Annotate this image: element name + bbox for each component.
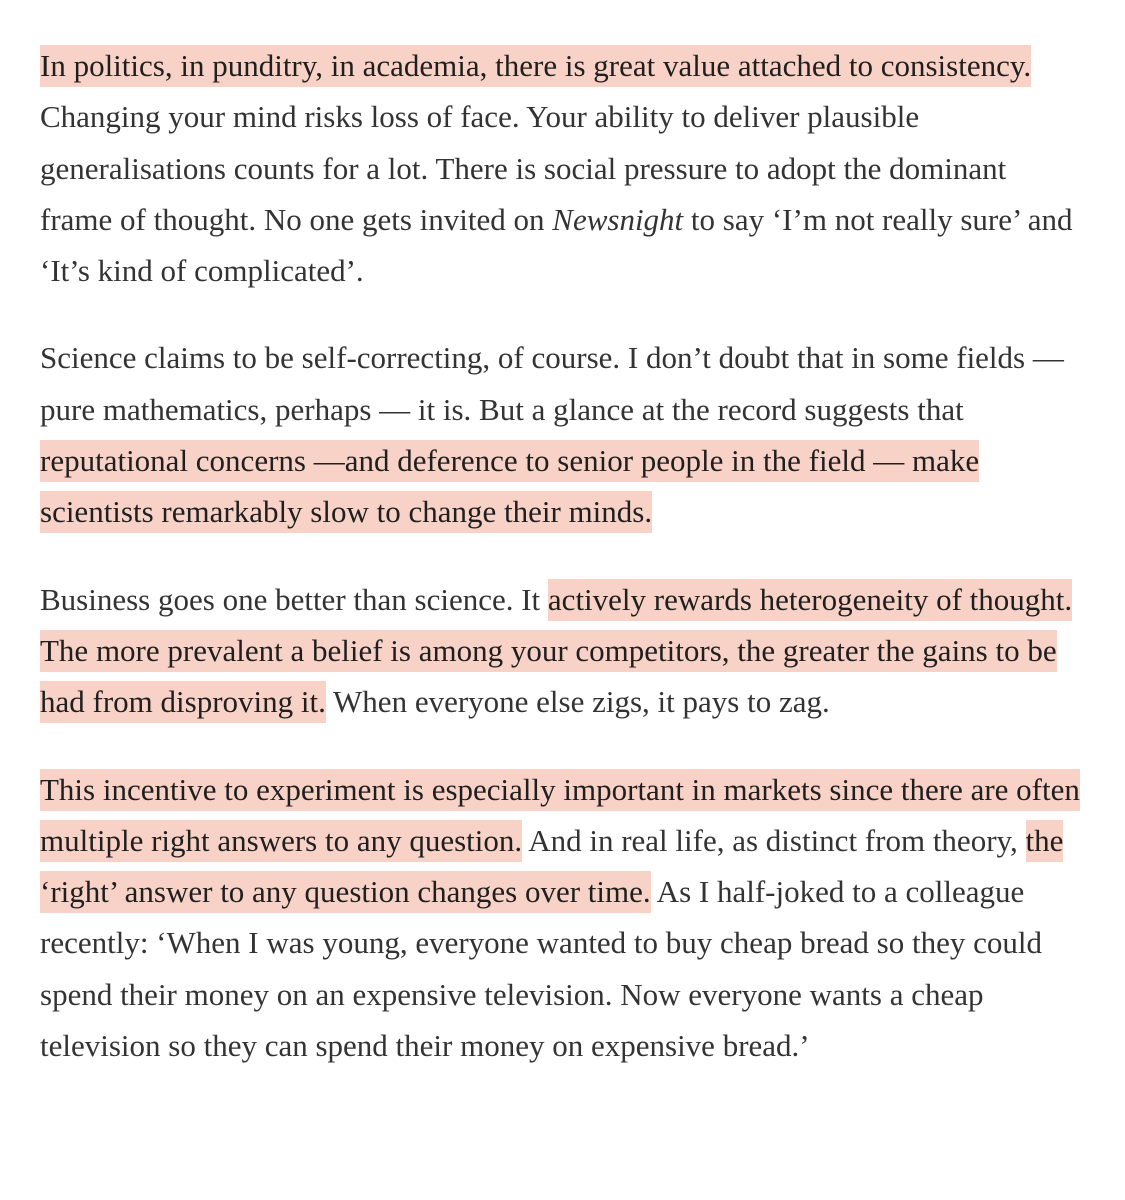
article-excerpt xyxy=(40,40,1085,1107)
body-text: Business goes one better than science. It xyxy=(40,581,548,617)
highlighted-text: reputational concerns —and deference to senior people in the field — make scientists remarkably slow to change their minds. xyxy=(40,440,979,533)
body-text: As I half-joked to a colleague recently: ‘When I was young, everyone wanted to buy cheap bread so they could spend their money on an expensive television. Now everyone wants a cheap television so they can spend their money on expensive bread.’ xyxy=(40,874,1042,1064)
highlighted-text: This incentive to experiment is especially important in markets since there are often multiple right answers to any question. xyxy=(40,769,1080,862)
body-text: And in real life, as distinct from theory, xyxy=(522,822,1026,858)
paragraph-markets xyxy=(40,764,1085,1072)
highlighted-text: actively rewards heterogeneity of thought. The more prevalent a belief is among your competitors, the greater the gains to be had from disproving it. xyxy=(40,579,1072,724)
italic-title-text: Newsnight xyxy=(552,201,684,237)
body-text: to say ‘I’m not really sure’ and ‘It’s kind of complicated’. xyxy=(40,201,1073,289)
body-text: Science claims to be self-correcting, of course. I don’t doubt that in some fields — pure mathematics, perhaps — it is. But a glance at the record suggests that xyxy=(40,340,1064,427)
body-text: Changing your mind risks loss of face. Your ability to deliver plausible generalisations counts for a lot. There is social pressure to adopt the dominant frame of thought. No one gets invited on xyxy=(40,99,1007,237)
paragraph-consistency xyxy=(40,40,1085,296)
highlighted-text: the ‘right’ answer to any question changes over time. xyxy=(40,820,1063,913)
paragraph-business xyxy=(40,574,1085,728)
paragraph-science xyxy=(40,332,1085,537)
highlighted-text: In politics, in punditry, in academia, there is great value attached to consistency. xyxy=(40,45,1031,87)
body-text: When everyone else zigs, it pays to zag. xyxy=(325,684,830,720)
